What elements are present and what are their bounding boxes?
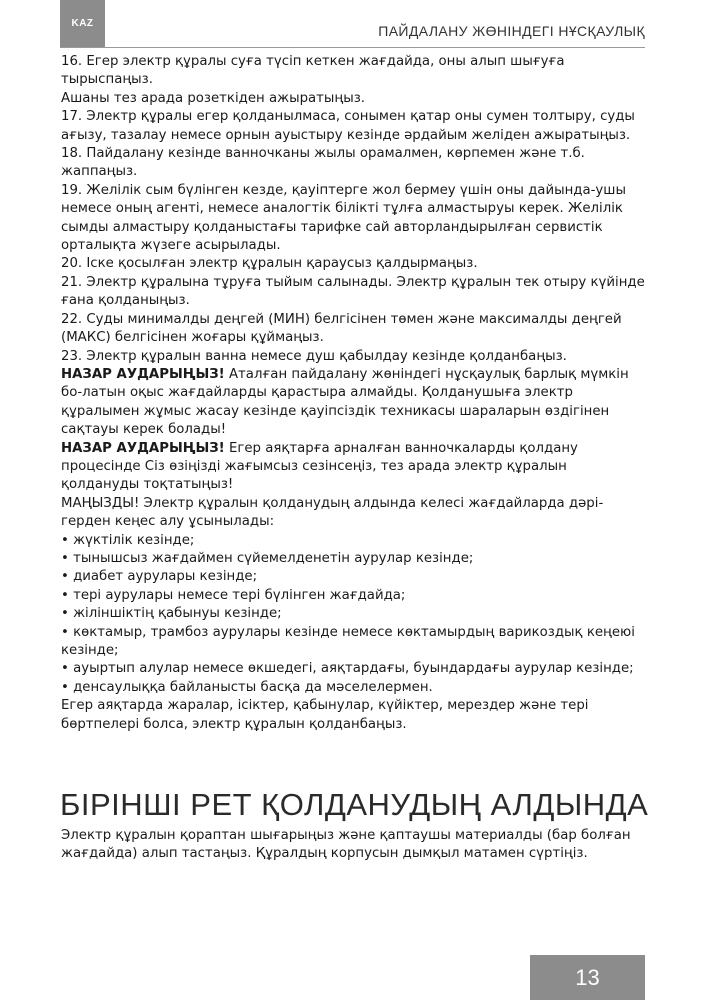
warning-paragraph-2 [61, 440, 645, 495]
header-title: ПАЙДАЛАНУ ЖӨНІНДЕГІ НҰСҚАУЛЫҚ [378, 23, 645, 39]
language-tab: KAZ [60, 0, 105, 47]
item-19: 19. Желілік сым бүлінген кезде, қауіптерге жол бермеу үшін оны дайында-ушы немесе оның агенті, немесе аналогтік білікті тұлға алмастыруы керек. Желілік сымды алмастыру қолданыстағы тарифке сай авторландырылған сервистік орталықта жүзеге асырылады. [61, 182, 626, 254]
important-note: МАҢЫЗДЫ! Электр құралын қолданудың алдында келесі жағдайларда дәрі-герден кеңес алу ұсынылады: [61, 495, 604, 530]
item-18: 18. Пайдалану кезінде ванночканы жылы орамалмен, көрпемен және т.б. жаппаңыз. [61, 146, 585, 180]
bullet-item: • денсаулыққа байланысты басқа да мәселелермен. [61, 679, 433, 695]
section-heading: БІРІНШІ РЕТ ҚОЛДАНУДЫҢ АЛДЫНДА [60, 787, 649, 822]
item-23: 23. Электр құралын ванна немесе душ қабылдау кезінде қолданбаңыз. [61, 348, 567, 364]
item-21: 21. Электр құралына тұруға тыйым салынады. Электр құралын тек отыру күйінде ғана қолданыңыз. [61, 274, 645, 309]
item-22: 22. Суды минималды деңгей (МИН) белгісінен төмен және максималды деңгей (МАКС) белгісінен жоғары құймаңыз. [61, 311, 622, 346]
warning-text: Егер аяқтарға арналған ванночкаларды қолдану процесінде Сіз өзіңізді жағымсыз сезінсеңіз, тез арада электр құралын қолдануды тоқтатыңыз! [61, 440, 578, 493]
warning-paragraph-1 [61, 366, 645, 440]
item-17: 17. Электр құралы егер қолданылмаса, сонымен қатар оны сумен толтыру, суды ағызу, тазалау немесе орнын ауыстыру кезінде әрдайым желіден ажыратыңыз. [61, 109, 635, 143]
warning-text: Аталған пайдалану жөніндегі нұсқаулық барлық мүмкін бо-латын оқыс жағдайларды қарастыра алмайды. Қолданушыға электр құралымен жұмыс жасау кезінде қауіпсіздік техникасы шараларын өздігінен сақтауы керек болады! [61, 366, 629, 438]
bullet-item: • диабет аурулары кезінде; [61, 569, 258, 585]
item-16-continued: Ашаны тез арада розеткіден ажыратыңыз. [61, 90, 365, 106]
warning-label: НАЗАР АУДАРЫҢЫЗ! [61, 366, 225, 382]
bullet-item: • жіліншіктің қабынуы кезінде; [61, 606, 282, 622]
bullet-item: • ауыртып алулар немесе өкшедегі, аяқтардағы, буындардағы аурулар кезінде; [61, 661, 634, 677]
item-20: 20. Іске қосылған электр құралын қараусыз қалдырмаңыз. [61, 256, 478, 272]
page-number: 13 [530, 955, 645, 1000]
instructions-body [61, 53, 645, 734]
bullet-item: • жүктілік кезінде; [61, 532, 195, 548]
section-paragraph: Электр құралын қораптан шығарыңыз және қаптаушы материалды (бар болған жағдайда) алып тастаңыз. Құралдың корпусын дымқыл матамен сүртіңіз. [61, 828, 631, 862]
warning-label: НАЗАР АУДАРЫҢЫЗ! [61, 440, 225, 456]
header-divider [60, 47, 645, 48]
bullet-item: • көктамыр, трамбоз аурулары кезінде немесе көктамырдың варикоздық кеңеюі кезінде; [61, 624, 635, 658]
closing-note: Егер аяқтарда жаралар, ісіктер, қабынулар, күйіктер, мерездер және тері бөртпелері болса, электр құралын қолданбаңыз. [61, 698, 589, 732]
bullet-item: • тынышсыз жағдаймен сүйемелденетін аурулар кезінде; [61, 550, 474, 566]
item-16: 16. Егер электр құралы суға түсіп кеткен жағдайда, оны алып шығуға тырыспаңыз. [61, 54, 565, 88]
bullet-item: • тері аурулары немесе тері бүлінген жағдайда; [61, 587, 406, 603]
